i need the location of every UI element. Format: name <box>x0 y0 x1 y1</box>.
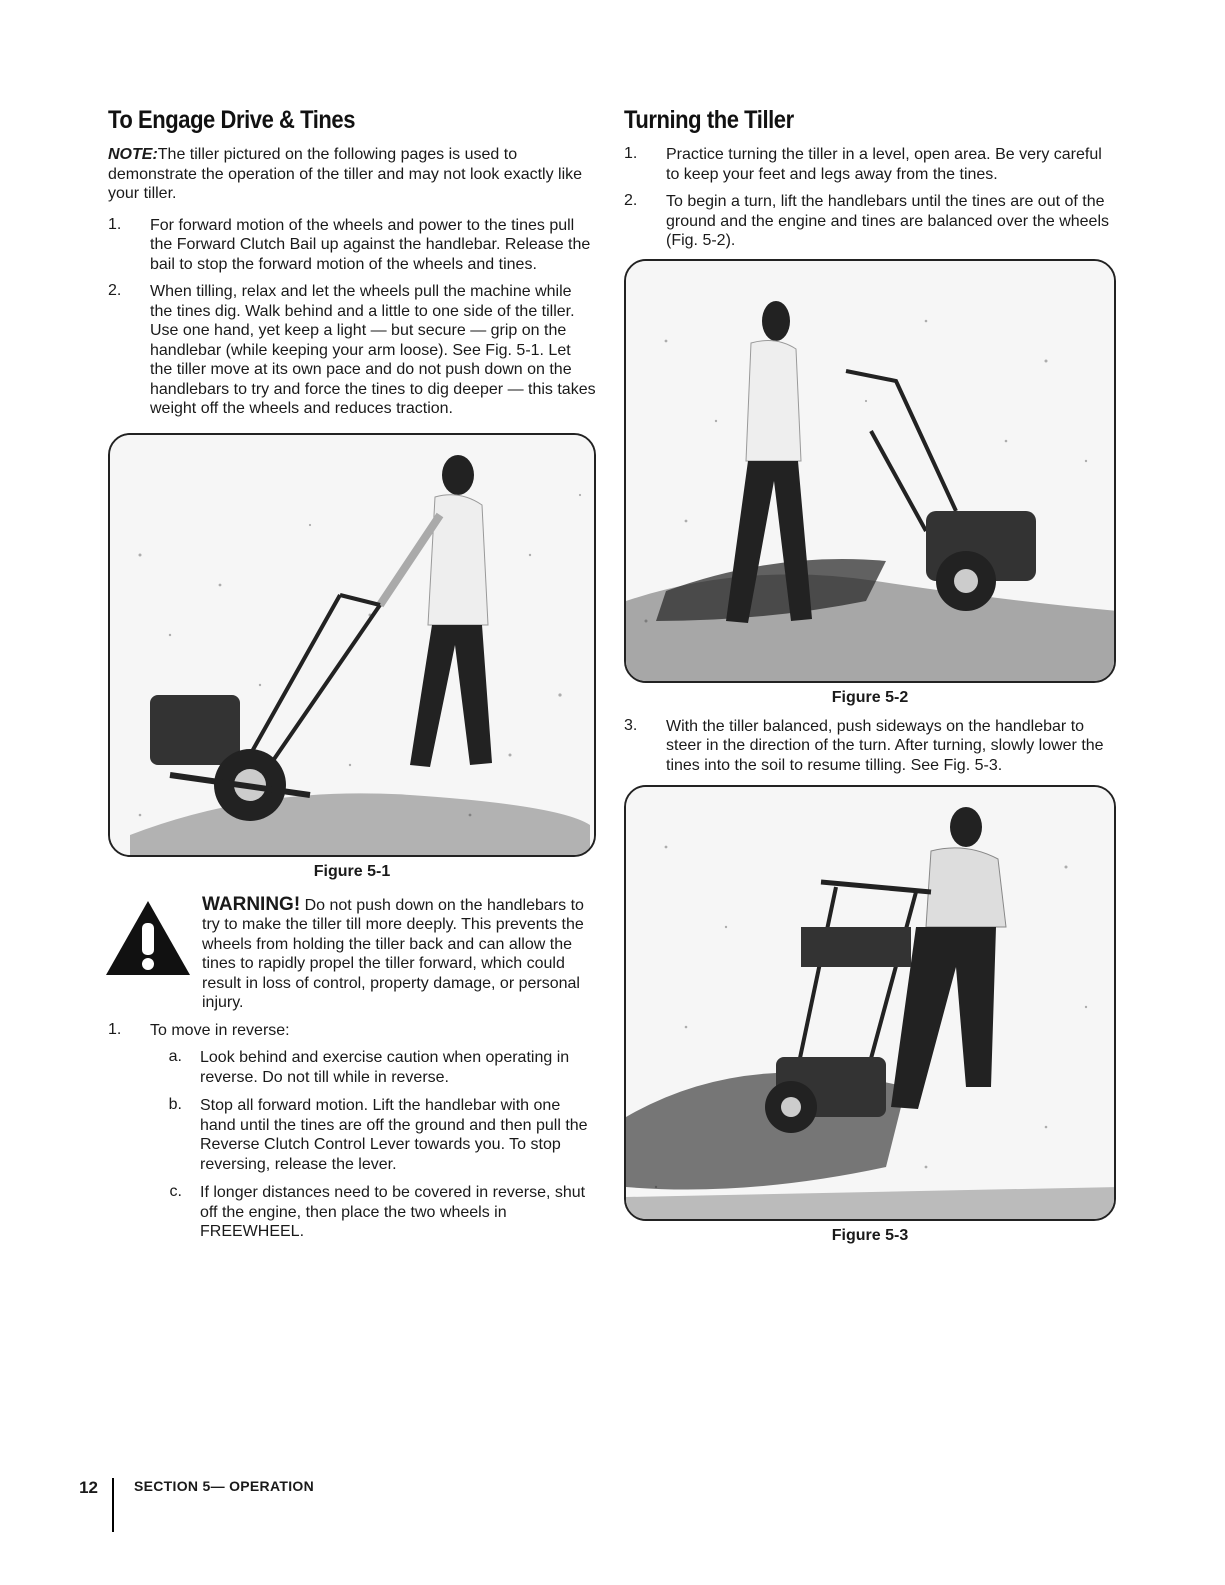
warning-text <box>202 895 596 1013</box>
turning-step-3 <box>624 717 1116 776</box>
figure-5-2-photo <box>624 259 1116 683</box>
step-text: To move in reverse: <box>150 1021 290 1039</box>
engage-step-2 <box>108 282 596 419</box>
reverse-step <box>108 1021 596 1041</box>
engage-step-1 <box>108 216 596 275</box>
figure-5-1-photo <box>108 433 596 857</box>
substep-letter: a. <box>168 1048 182 1065</box>
note-label: NOTE: <box>108 146 158 163</box>
reverse-substep-c <box>150 1183 596 1242</box>
warning-triangle-icon <box>104 899 202 1013</box>
substep-text: Stop all forward motion. Lift the handlebar with one hand until the tines are off the ground and then pull the Reverse Clutch Control Lever towards you. To stop reversing, release the lever. <box>200 1097 588 1173</box>
step-number: 1. <box>108 1020 122 1038</box>
page-footer <box>72 1478 314 1532</box>
substep-letter: c. <box>169 1183 182 1200</box>
reverse-substep-a <box>150 1048 596 1087</box>
turning-step-2 <box>624 192 1116 251</box>
warning-label: WARNING! <box>202 893 301 915</box>
note-paragraph <box>108 145 596 204</box>
step-text: For forward motion of the wheels and power to the tines pull the Forward Clutch Bail up against the handlebar. Release the bail to stop the forward motion of the wheels and tines. <box>150 216 591 273</box>
step-text: When tilling, relax and let the wheels pull the machine while the tines dig. Walk behind and a little to one side of the tiller. Use one hand, yet keep a light — but secure — grip on the handlebar (while keeping your arm loose). See Fig. 5-1. Let the tiller move at its own pace and do not push down on the handlebars to try and force the tines to dig deeper — this takes weight off the wheels and reduces traction. <box>150 283 596 417</box>
tiller-balanced-illustration <box>626 261 1116 681</box>
page-number: 12 <box>79 1478 98 1497</box>
section-label: SECTION 5— OPERATION <box>134 1478 314 1494</box>
step-number: 2. <box>108 282 122 299</box>
tiller-turning-illustration <box>626 787 1116 1219</box>
turning-step-1 <box>624 145 1116 184</box>
substep-text: Look behind and exercise caution when operating in reverse. Do not till while in reverse. <box>200 1049 570 1086</box>
step-text: To begin a turn, lift the handlebars until the tines are out of the ground and the engine and tines are balanced over the wheels (Fig. 5-2). <box>666 193 1109 249</box>
step-number: 1. <box>108 215 122 233</box>
tiller-forward-illustration <box>110 435 596 855</box>
section-heading-engage: To Engage Drive & Tines <box>108 106 356 134</box>
footer-divider <box>112 1478 114 1532</box>
left-column <box>108 100 596 1251</box>
substep-text: If longer distances need to be covered in reverse, shut off the engine, then place the two wheels in FREEWHEEL. <box>200 1184 586 1240</box>
substep-letter: b. <box>168 1096 182 1113</box>
figure-5-3-caption: Figure 5-3 <box>831 1227 909 1244</box>
step-number: 2. <box>624 192 638 209</box>
right-column <box>624 100 1116 1255</box>
step-text: Practice turning the tiller in a level, open area. Be very careful to keep your feet and legs away from the tines. <box>666 146 1102 183</box>
figure-5-1-caption: Figure 5-1 <box>313 862 391 880</box>
step-number: 3. <box>624 716 638 734</box>
warning-body: Do not push down on the handlebars to try to make the tiller till more deeply. This prevents the wheels from holding the tiller back and can allow the tines to rapidly propel the tiller forward, which could result in loss of control, property damage, or personal injury. <box>202 896 584 1011</box>
section-heading-turning: Turning the Tiller <box>624 106 794 134</box>
warning-block <box>108 895 596 1013</box>
note-text: The tiller pictured on the following pages is used to demonstrate the operation of the tiller and may not look exactly like your tiller. <box>108 146 583 202</box>
figure-5-2-caption: Figure 5-2 <box>831 688 909 706</box>
step-number: 1. <box>624 145 638 162</box>
figure-5-3-photo <box>624 785 1116 1221</box>
reverse-substep-b <box>150 1096 596 1174</box>
step-text: With the tiller balanced, push sideways on the handlebar to steer in the direction of the turn. After turning, slowly lower the tines into the soil to resume tilling. See Fig. 5-3. <box>666 717 1104 774</box>
